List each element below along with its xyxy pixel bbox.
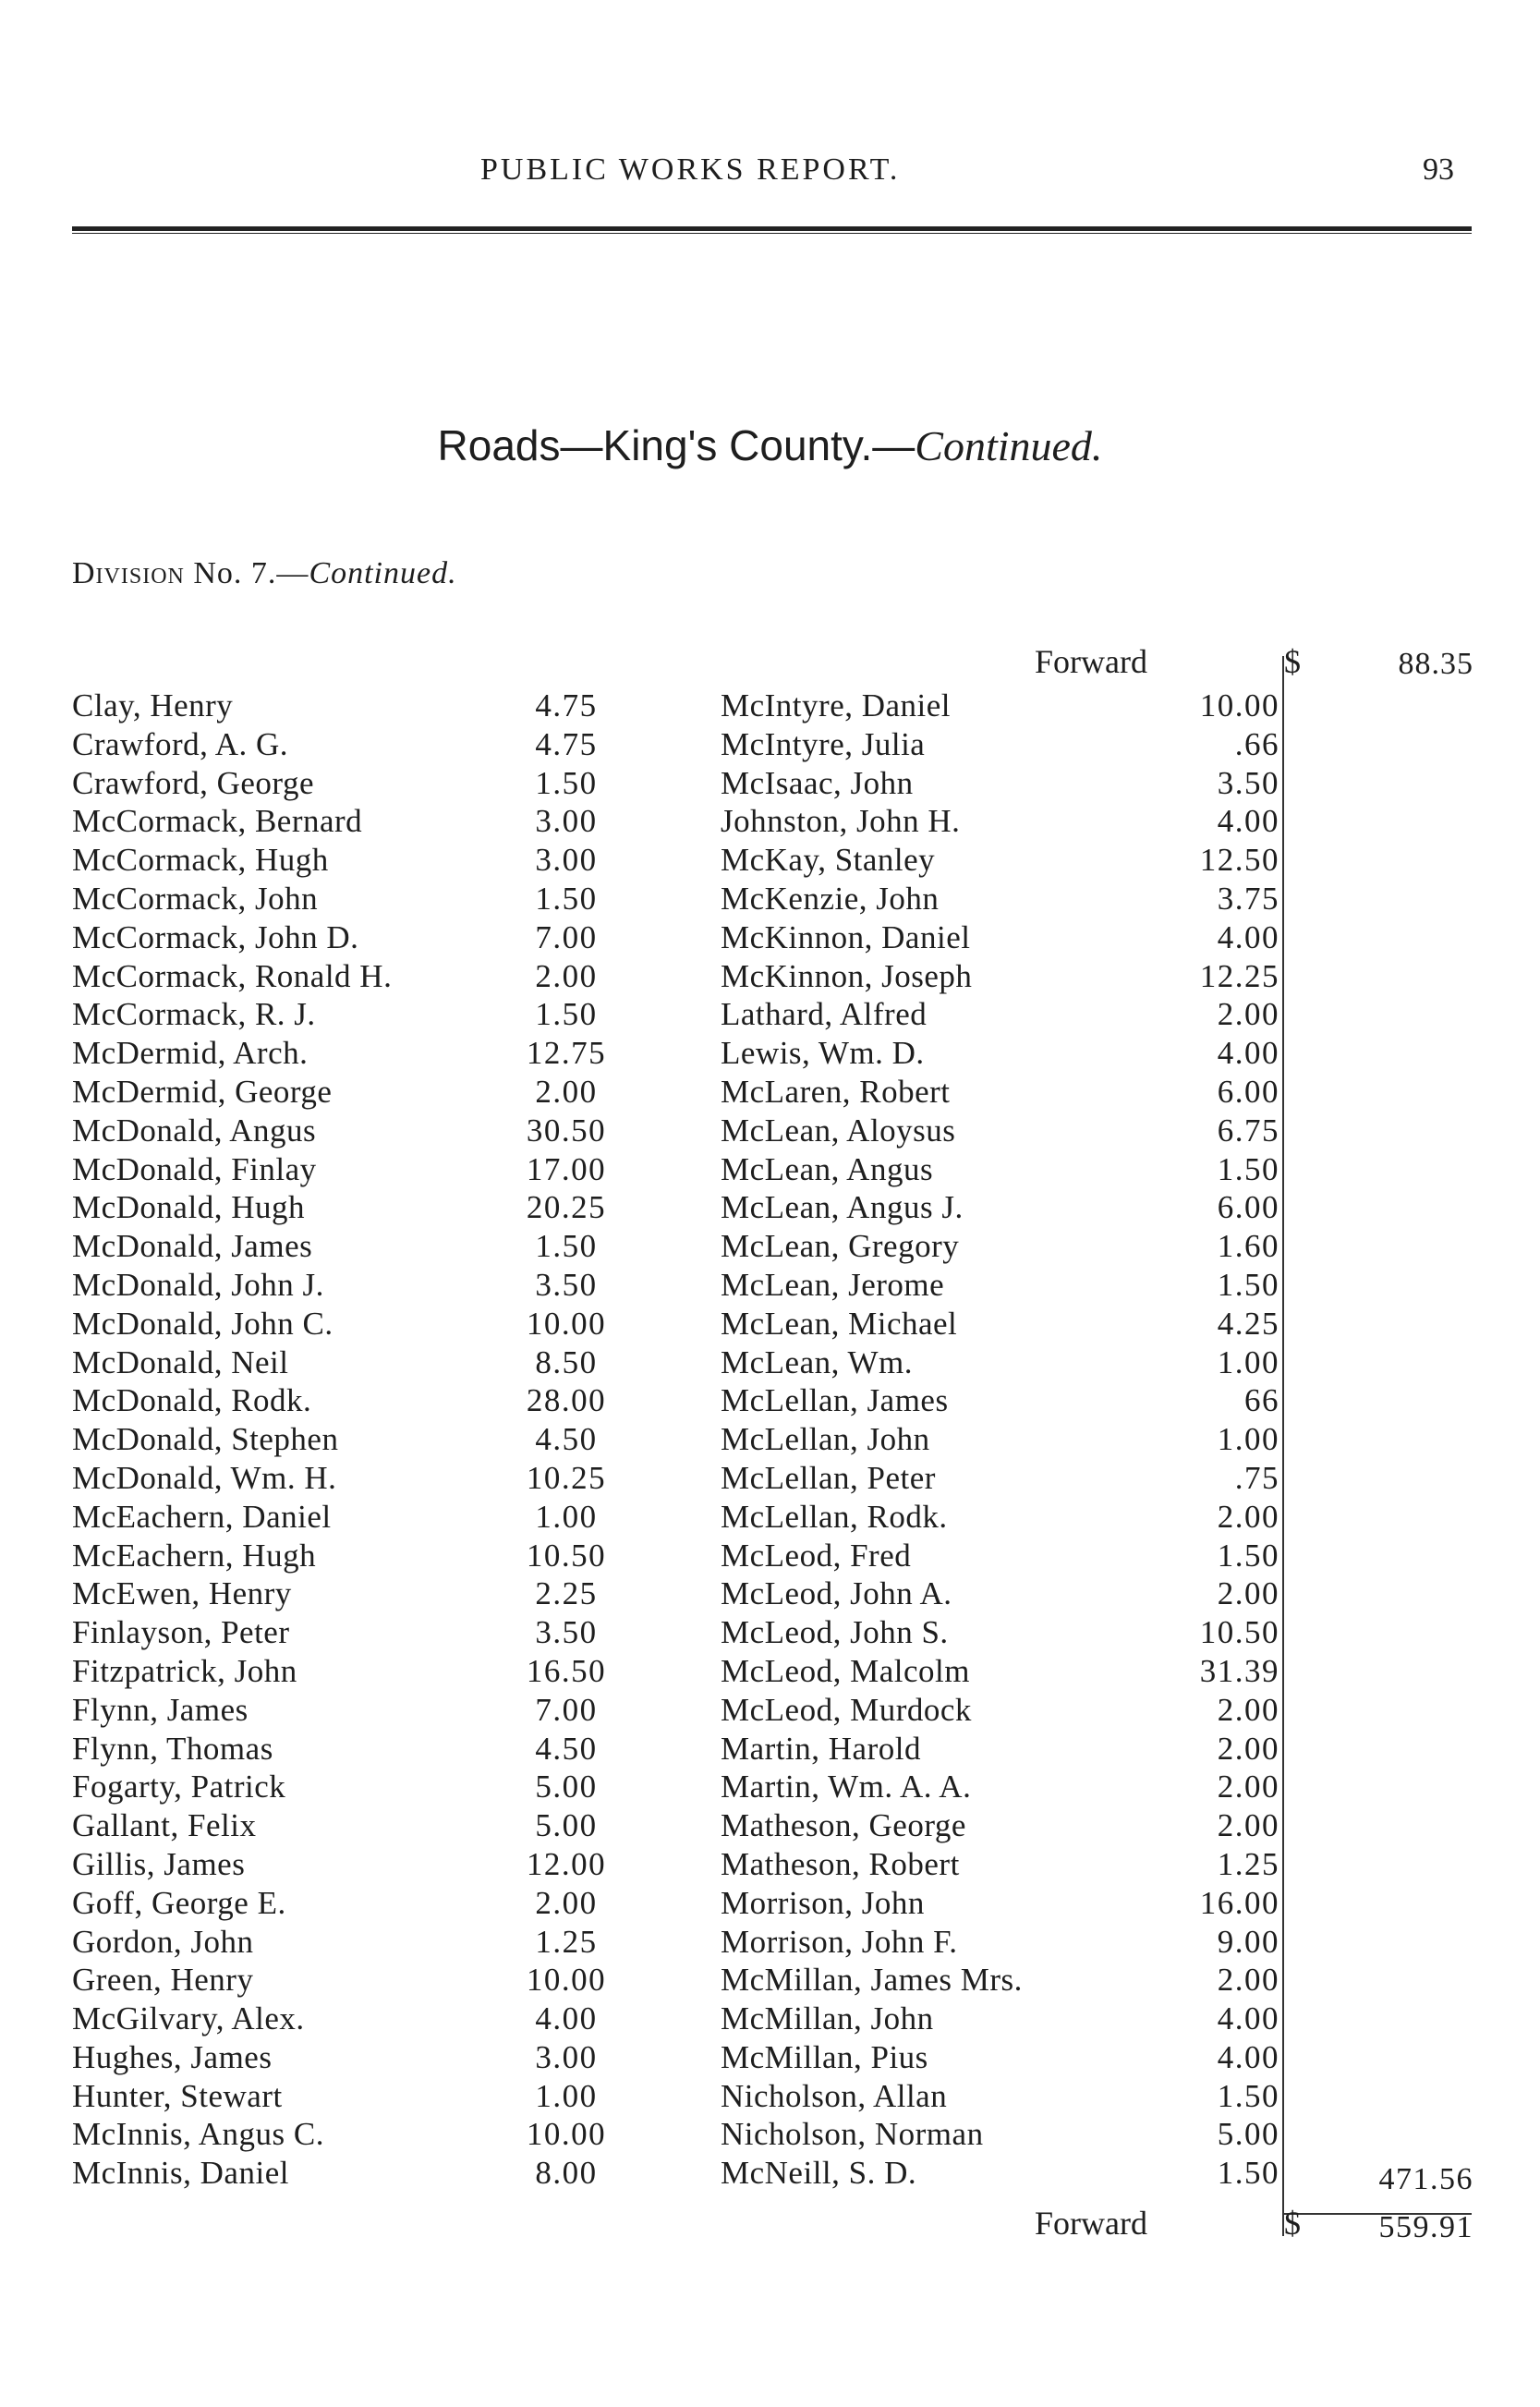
forward-top-amount: 88.35: [1398, 647, 1473, 681]
subtotal-amount: 471.56: [1378, 2162, 1473, 2196]
list-item: [721, 2154, 1279, 2193]
payee-name: Lathard, Alfred: [721, 996, 928, 1033]
payment-amount: 1.00: [535, 1498, 598, 1535]
payment-amount: 2.00: [1217, 1730, 1279, 1767]
list-item: [721, 1845, 1279, 1884]
payment-amount: 10.00: [526, 1962, 607, 1999]
payment-amount: 3.00: [535, 2038, 598, 2075]
header-rule: [72, 226, 1472, 234]
list-item: [721, 687, 1279, 725]
payment-amount: 3.50: [535, 1614, 598, 1651]
payee-name: Clay, Henry: [72, 687, 234, 723]
payment-amount: 3.50: [535, 1266, 598, 1303]
payment-amount: 10.00: [1199, 687, 1279, 723]
payment-amount: 4.50: [535, 1730, 598, 1767]
list-item: [721, 841, 1279, 880]
payment-amount: 16.50: [526, 1652, 607, 1689]
payee-name: McLean, Jerome: [721, 1266, 945, 1303]
payment-amount: 2.00: [1217, 1962, 1279, 1999]
list-item: [721, 764, 1279, 803]
list-item: [72, 2115, 636, 2154]
payee-name: McEachern, Daniel: [72, 1498, 332, 1535]
division-heading: [72, 556, 457, 591]
list-item: [72, 1498, 636, 1537]
payee-name: McLean, Michael: [721, 1305, 958, 1342]
list-item: [721, 1498, 1279, 1537]
payee-name: McLean, Angus J.: [721, 1189, 964, 1226]
payment-amount: 1.00: [1217, 1343, 1279, 1380]
payee-name: McLeod, Malcolm: [721, 1652, 970, 1689]
list-item: [72, 725, 636, 764]
payee-name: McMillan, James Mrs.: [721, 1962, 1023, 1999]
payment-amount: 3.00: [535, 842, 598, 879]
payment-amount: 30.50: [526, 1112, 607, 1149]
payment-amount: 4.00: [535, 2000, 598, 2037]
payee-name: McNeill, S. D.: [721, 2155, 917, 2192]
payment-amount: 4.00: [1217, 1035, 1279, 1072]
payee-name: McDonald, Hugh: [72, 1189, 305, 1226]
payee-name: McInnis, Daniel: [72, 2155, 289, 2192]
payee-name: McKinnon, Daniel: [721, 918, 971, 955]
payee-name: McDonald, Wm. H.: [72, 1459, 337, 1496]
payment-amount: 66: [1244, 1382, 1279, 1419]
payment-amount: 2.00: [1217, 1575, 1279, 1612]
payment-amount: 4.75: [535, 725, 598, 762]
payee-name: Finlayson, Peter: [72, 1614, 290, 1651]
payee-name: McCormack, Ronald H.: [72, 957, 393, 994]
list-item: [721, 1343, 1279, 1382]
payment-amount: 1.60: [1217, 1228, 1279, 1265]
payment-amount: 2.00: [1217, 1691, 1279, 1728]
payee-name: McMillan, Pius: [721, 2038, 928, 2075]
payee-name: Flynn, James: [72, 1691, 249, 1728]
list-item: [72, 1574, 636, 1613]
payee-name: Flynn, Thomas: [72, 1730, 273, 1767]
payment-amount: 8.50: [535, 1343, 598, 1380]
payment-amount: 3.75: [1217, 880, 1279, 917]
list-item: [721, 1768, 1279, 1806]
payment-amount: 9.00: [1217, 1923, 1279, 1960]
payee-name: McCormack, Bernard: [72, 803, 363, 840]
right-column: [721, 687, 1279, 2193]
list-item: [721, 1420, 1279, 1459]
payee-name: McDonald, Finlay: [72, 1150, 317, 1187]
payment-amount: 6.75: [1217, 1112, 1279, 1149]
payment-amount: 10.00: [526, 2116, 607, 2153]
division-continued: Continued.: [309, 556, 457, 590]
forward-bottom-amount: 559.91: [1378, 2210, 1473, 2244]
page-number: 93: [1423, 152, 1454, 187]
list-item: [72, 1884, 636, 1923]
list-item: [72, 1459, 636, 1498]
payee-name: Johnston, John H.: [721, 803, 961, 840]
payee-name: McIsaac, John: [721, 764, 914, 801]
dollar-column-rule: [1282, 656, 1284, 2236]
list-item: [72, 880, 636, 918]
payee-name: McCormack, John: [72, 880, 319, 917]
division-number: No. 7.—: [193, 556, 309, 590]
section-title-continued: Continued.: [915, 422, 1103, 469]
list-item: [72, 995, 636, 1034]
list-item: [72, 1652, 636, 1691]
list-item: [72, 1305, 636, 1343]
payment-amount: 12.25: [1199, 957, 1279, 994]
list-item: [72, 1227, 636, 1266]
payee-name: McCormack, John D.: [72, 918, 359, 955]
list-item: [721, 1537, 1279, 1575]
payment-amount: 1.50: [1217, 2077, 1279, 2114]
list-item: [721, 995, 1279, 1034]
list-item: [721, 957, 1279, 996]
payment-amount: 1.50: [1217, 1537, 1279, 1574]
payee-name: Morrison, John: [721, 1884, 925, 1921]
payee-name: Matheson, Robert: [721, 1845, 960, 1882]
list-item: [72, 957, 636, 996]
payment-amount: 5.00: [535, 1807, 598, 1844]
payee-name: McLeod, Fred: [721, 1537, 912, 1574]
list-item: [72, 2000, 636, 2038]
payee-name: Gordon, John: [72, 1923, 254, 1960]
payee-name: McLeod, Murdock: [721, 1691, 972, 1728]
payment-amount: 1.25: [1217, 1845, 1279, 1882]
payment-amount: .66: [1234, 725, 1279, 762]
payment-amount: 4.00: [1217, 918, 1279, 955]
list-item: [721, 1266, 1279, 1305]
payee-name: McLellan, James: [721, 1382, 949, 1419]
payee-name: McLellan, Rodk.: [721, 1498, 948, 1535]
payment-amount: 20.25: [526, 1189, 607, 1226]
list-item: [721, 1073, 1279, 1112]
payment-amount: 4.00: [1217, 2000, 1279, 2037]
payee-name: Fitzpatrick, John: [72, 1652, 297, 1689]
forward-top-dollar: $: [1284, 643, 1301, 680]
list-item: [72, 1537, 636, 1575]
payee-name: McDonald, John J.: [72, 1266, 324, 1303]
payee-name: Morrison, John F.: [721, 1923, 958, 1960]
list-item: [72, 2154, 636, 2193]
payment-amount: 1.50: [535, 764, 598, 801]
payee-name: Nicholson, Norman: [721, 2116, 984, 2153]
payment-amount: 31.39: [1199, 1652, 1279, 1689]
payment-amount: 7.00: [535, 1691, 598, 1728]
list-item: [72, 1923, 636, 1962]
payee-name: Crawford, George: [72, 764, 314, 801]
list-item: [721, 1961, 1279, 2000]
payee-name: Green, Henry: [72, 1962, 254, 1999]
payee-name: McLellan, John: [721, 1421, 930, 1458]
payee-name: Crawford, A. G.: [72, 725, 288, 762]
list-item: [72, 1112, 636, 1150]
payee-name: McDonald, Stephen: [72, 1421, 339, 1458]
payee-name: Matheson, George: [721, 1807, 966, 1844]
payee-name: Lewis, Wm. D.: [721, 1035, 925, 1072]
running-title: PUBLIC WORKS REPORT.: [480, 152, 901, 187]
list-item: [72, 1188, 636, 1227]
list-item: [721, 2115, 1279, 2154]
payee-name: Gallant, Felix: [72, 1807, 257, 1844]
payee-name: McLeod, John A.: [721, 1575, 952, 1612]
division-label: Division: [72, 556, 185, 590]
list-item: [721, 1652, 1279, 1691]
payment-amount: 2.00: [1217, 996, 1279, 1033]
payment-amount: 16.00: [1199, 1884, 1279, 1921]
payee-name: McDermid, Arch.: [72, 1035, 309, 1072]
payee-name: Nicholson, Allan: [721, 2077, 948, 2114]
payee-name: Martin, Wm. A. A.: [721, 1769, 972, 1805]
payee-name: Hunter, Stewart: [72, 2077, 283, 2114]
list-item: [72, 1343, 636, 1382]
payee-name: McDonald, Rodk.: [72, 1382, 312, 1419]
payment-amount: 2.00: [1217, 1769, 1279, 1805]
payment-amount: 2.25: [535, 1575, 598, 1612]
left-column: [72, 687, 636, 2193]
payment-amount: 2.00: [535, 957, 598, 994]
payee-name: McLaren, Robert: [721, 1073, 951, 1110]
payment-amount: 10.00: [526, 1305, 607, 1342]
list-item: [721, 2077, 1279, 2116]
forward-bottom-dollar: $: [1284, 2205, 1301, 2242]
payment-amount: 1.00: [535, 2077, 598, 2114]
payee-name: McLellan, Peter: [721, 1459, 936, 1496]
list-item: [721, 918, 1279, 957]
payee-name: Hughes, James: [72, 2038, 273, 2075]
payee-name: McDonald, James: [72, 1228, 313, 1265]
list-item: [721, 1613, 1279, 1652]
list-item: [721, 1227, 1279, 1266]
payment-amount: 12.75: [526, 1035, 607, 1072]
payment-amount: 1.25: [535, 1923, 598, 1960]
payment-amount: 8.00: [535, 2155, 598, 2192]
payment-amount: 1.00: [1217, 1421, 1279, 1458]
payee-name: McDermid, George: [72, 1073, 333, 1110]
list-item: [721, 1574, 1279, 1613]
payment-amount: 2.00: [535, 1073, 598, 1110]
list-item: [721, 802, 1279, 841]
payee-name: Martin, Harold: [721, 1730, 921, 1767]
payee-name: McKay, Stanley: [721, 842, 936, 879]
payment-amount: 6.00: [1217, 1073, 1279, 1110]
list-item: [721, 1691, 1279, 1730]
payee-name: Goff, George E.: [72, 1884, 286, 1921]
payee-name: McLean, Gregory: [721, 1228, 960, 1265]
list-item: [72, 2038, 636, 2077]
payee-name: McInnis, Angus C.: [72, 2116, 324, 2153]
payment-amount: 4.50: [535, 1421, 598, 1458]
payee-name: McDonald, John C.: [72, 1305, 333, 1342]
payment-amount: 2.00: [535, 1884, 598, 1921]
list-item: [721, 1188, 1279, 1227]
list-item: [72, 1150, 636, 1189]
payment-amount: 7.00: [535, 918, 598, 955]
payment-amount: 1.50: [535, 996, 598, 1033]
list-item: [72, 1806, 636, 1845]
payment-amount: 4.75: [535, 687, 598, 723]
payment-amount: 12.50: [1199, 842, 1279, 879]
list-item: [72, 918, 636, 957]
forward-bottom-label: Forward: [1035, 2205, 1147, 2242]
list-item: [72, 841, 636, 880]
payee-name: McEachern, Hugh: [72, 1537, 317, 1574]
list-item: [72, 802, 636, 841]
list-item: [72, 1730, 636, 1769]
payment-amount: 2.00: [1217, 1807, 1279, 1844]
payment-amount: 1.50: [1217, 1150, 1279, 1187]
payment-amount: 17.00: [526, 1150, 607, 1187]
forward-top-label: Forward: [1035, 643, 1147, 680]
list-item: [721, 1806, 1279, 1845]
payment-amount: 10.50: [1199, 1614, 1279, 1651]
payee-name: Gillis, James: [72, 1845, 246, 1882]
payment-amount: 4.00: [1217, 2038, 1279, 2075]
payee-name: McLean, Aloysus: [721, 1112, 956, 1149]
payment-amount: .75: [1234, 1459, 1279, 1496]
section-title-main: Roads—King's County.—: [437, 421, 916, 469]
payment-amount: 12.00: [526, 1845, 607, 1882]
list-item: [721, 2038, 1279, 2077]
payment-amount: 1.50: [1217, 2155, 1279, 2192]
list-item: [721, 1884, 1279, 1923]
list-item: [721, 1150, 1279, 1189]
payee-name: McGilvary, Alex.: [72, 2000, 305, 2037]
list-item: [721, 1459, 1279, 1498]
list-item: [72, 1034, 636, 1073]
payment-amount: 6.00: [1217, 1189, 1279, 1226]
payment-amount: 1.50: [535, 880, 598, 917]
list-item: [72, 1691, 636, 1730]
list-item: [721, 725, 1279, 764]
payment-amount: 1.50: [535, 1228, 598, 1265]
list-item: [721, 1034, 1279, 1073]
payee-name: McKinnon, Joseph: [721, 957, 973, 994]
list-item: [721, 2000, 1279, 2038]
list-item: [721, 1381, 1279, 1420]
payee-name: McEwen, Henry: [72, 1575, 292, 1612]
section-title: [0, 420, 1540, 470]
list-item: [72, 1613, 636, 1652]
payee-name: McIntyre, Daniel: [721, 687, 952, 723]
list-item: [721, 1112, 1279, 1150]
payment-amount: 28.00: [526, 1382, 607, 1419]
payment-amount: 4.25: [1217, 1305, 1279, 1342]
payment-amount: 1.50: [1217, 1266, 1279, 1303]
payee-name: Fogarty, Patrick: [72, 1769, 286, 1805]
payment-amount: 3.50: [1217, 764, 1279, 801]
payment-amount: 2.00: [1217, 1498, 1279, 1535]
list-item: [72, 1768, 636, 1806]
payee-name: McDonald, Angus: [72, 1112, 317, 1149]
list-item: [72, 1266, 636, 1305]
list-item: [72, 764, 636, 803]
list-item: [721, 1305, 1279, 1343]
list-item: [72, 1420, 636, 1459]
payee-name: McLean, Wm.: [721, 1343, 913, 1380]
payment-amount: 5.00: [535, 1769, 598, 1805]
payment-amount: 10.25: [526, 1459, 607, 1496]
payee-name: McLeod, John S.: [721, 1614, 949, 1651]
list-item: [721, 1923, 1279, 1962]
payment-amount: 5.00: [1217, 2116, 1279, 2153]
payment-amount: 10.50: [526, 1537, 607, 1574]
list-item: [72, 1961, 636, 2000]
list-item: [721, 1730, 1279, 1769]
list-item: [72, 2077, 636, 2116]
payee-name: McDonald, Neil: [72, 1343, 289, 1380]
payment-amount: 3.00: [535, 803, 598, 840]
list-item: [72, 1073, 636, 1112]
payee-name: McKenzie, John: [721, 880, 940, 917]
list-item: [721, 880, 1279, 918]
payee-name: McCormack, Hugh: [72, 842, 329, 879]
payee-name: McMillan, John: [721, 2000, 934, 2037]
payee-name: McCormack, R. J.: [72, 996, 316, 1033]
list-item: [72, 1381, 636, 1420]
list-item: [72, 687, 636, 725]
payment-amount: 4.00: [1217, 803, 1279, 840]
payee-name: McIntyre, Julia: [721, 725, 926, 762]
payee-name: McLean, Angus: [721, 1150, 934, 1187]
list-item: [72, 1845, 636, 1884]
